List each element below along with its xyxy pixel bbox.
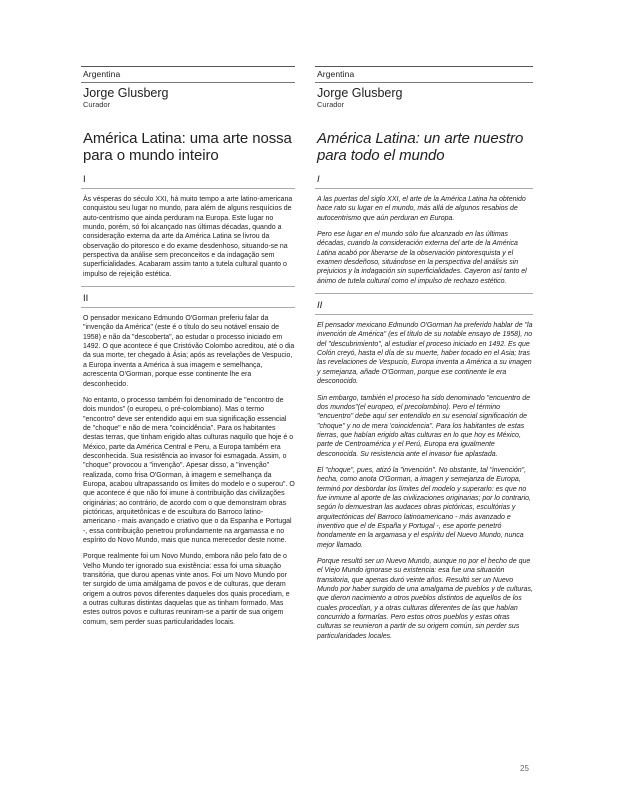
- header-rule: [315, 66, 533, 67]
- author-name: Jorge Glusberg: [317, 86, 403, 100]
- section-rule: [81, 307, 295, 308]
- paragraph: El pensador mexicano Edmundo O'Gorman ha preferido hablar de "la invención de América" (es el título de su notable ensayo de 1958), no del "descubrimiento", al estudiar el proceso iniciado en 1492. Es que Colón creyó, hasta el día de su muerte, haber tocado en el Asia; tras las revelaciones de Vespucio, Europa inventa a América a su imagen y semejanza, añade O'Gorman, porque ese continente le era desconocido.: [317, 322, 533, 386]
- paragraph: No entanto, o processo também foi denominado de "encontro de dois mundos" (o europeu, o pré-colombiano). Mas o termo "encontro" deve ser entendido aqui em sua significação essencial de "choque" e não de mera "coincidência". Para os habitantes destas terras, que tinham erigido altas culturas naquilo que hoje é o México, parte da América Central e Peru, a Europa também era desconhecida. Sua resistência ao invasor foi esmagada. Assim, o "choque" provocou a "invenção". Apesar disso, a "invenção" realizada, como frisa O'Gorman, à imagem e semelhança da Europa, acabou ultrapassando os limites do modelo e o superou". O que acontece é que não foi imune à contribuição das civilizações originárias; ao contrário, de acordo com o que demonstram obras pictóricas, arquitetônicas e de escultura do Barroco latino-americano - mais avançado e criativo que o da Espanha e Portugal -, essa contribuição penetrou profundamente na argamassa e no espírito do Novo Mundo, mais que nunca merecedor deste nome.: [83, 396, 295, 544]
- section-number: II: [83, 293, 89, 305]
- portuguese-column: [81, 66, 295, 634]
- header-rule: [81, 82, 295, 83]
- section-number: II: [317, 300, 323, 312]
- paragraph: El "choque", pues, atizó la "invención". No obstante, tal "invención", hecha, como anota O'Gorman, a imagen y semejanza de Europa, terminó por desbordar los límites del modelo y superarlo: es que no fue inmune al aporte de las civilizaciones originarias; por lo contrario, según lo demuestran las audaces obras pictóricas, escultórias y arquitectónicas del Barroco latinoamericano - más avanzado e inventivo que el de España y Portugal -, ese aporte penetró hondamente en la argamasa y el espíritu del Nuevo Mundo, nunca mejor llamado.: [317, 466, 531, 549]
- paragraph: Às vésperas do século XXI, há muito tempo a arte latino-americana conquistou seu lugar no mundo, para além de alguns resquícios de auto-centrismo que ainda perduram na Europa. Este lugar no mundo, porém, só foi alcançado nas últimas décadas, quando a consideração externa da arte da América Latina se livrou da observação do pitoresco e do exame desdenhoso, situando-se na perspectiva da análise sem preconceitos e da indagação sem superficialidades. Acabaram assim tanto a tutela cultural quanto o impulso de rejeição estética.: [83, 196, 293, 278]
- section-rule: [81, 188, 295, 189]
- paragraph: Pero ese lugar en el mundo sólo fue alcanzado en las últimas décadas, cuando la consideración externa del arte de la América Latina acabó por liberarse de la observación pintoresquista y el examen desdeñoso, situándose en la perspectiva del análisis sin prejuicios y la indagación sin superficialidades. Cayeron así tanto el ánimo de tutela cultural como el impulso de rechazo estético.: [317, 231, 527, 285]
- paragraph: O pensador mexicano Edmundo O'Gorman preferiu falar da "invenção da América" (este é o título do seu notável ensaio de 1958) e não da "descoberta", ao estudar o processo iniciado em 1492. O que acontece é que Cristóvão Colombo acreditou, até o dia da sua morte, ter chegado à Ásia; após as revelações de Vespucio, a Europa inventa a América à sua imagem e semelhança, acrescenta O'Gorman, porque esse continente lhe era desconhecido.: [83, 315, 295, 388]
- country-label: Argentina: [317, 69, 355, 79]
- page-number: 25: [520, 764, 529, 773]
- author-role: Curador: [317, 100, 345, 109]
- spanish-column: [315, 66, 533, 648]
- section-number: I: [83, 174, 86, 185]
- section-number: I: [317, 174, 320, 185]
- header-rule: [315, 82, 533, 83]
- section-rule: [315, 293, 533, 294]
- paragraph: Porque resultó ser un Nuevo Mundo, aunque no por el hecho de que el Viejo Mundo ignorase su existencia: esa fue una situación transitoria, que apenas duró veinte años. Resultó ser un Nuevo Mundo por haber surgido de una amalgama de pueblos y de culturas, que dieron nacimiento a otros pueblos distintos de aquellos de los cuales procedían, y a otras culturas diferentes de las que habían concurrido a formarlas. Pero estos otros pueblos y estas otras culturas se reunieron a partir de su origem común, sin perder sus particularidades locales.: [317, 558, 533, 640]
- author-name: Jorge Glusberg: [83, 86, 169, 100]
- article-title: América Latina: uma arte nossa para o mundo inteiro: [83, 130, 292, 164]
- paragraph: Sin embargo, también el proceso ha sido denominado "encuentro de dos mundos"(el europeo, el precolombino). Pero el término "encuentro" debe aquí ser entendido en su esencial significación de "choque" y no de mera 'coincidencia". Para los habitantes de estas tierras, que habían erigido altas culturas en lo que hoy es México, parte de Centroamérica y el Perú, Europa era igualmente desconocida. Su resistencia ante el invasor fue aplastada.: [317, 394, 531, 458]
- paragraph: A las puertas del siglo XXI, el arte de la América Latina ha obtenido hace rato su lugar en el mundo, más allá de algunos resabios de autocentrismo que aún perduran en Europa.: [317, 196, 526, 222]
- article-title: América Latina: un arte nuestro para todo el mundo: [317, 130, 524, 164]
- section-rule: [315, 188, 533, 189]
- section-rule: [81, 286, 295, 287]
- paragraph: Porque realmente foi um Novo Mundo, embora não pelo fato de o Velho Mundo ter ignorado sua existência: essa foi uma situação transitória, que durou apenas vinte anos. Foi um Novo Mundo por ter surgido de uma amálgama de povos e de culturas, que deram origem a outros povos diferentes daqueles dos quais procediam, e a outras culturas distintas daquelas que as tinham formado. Mas estes outros povos e culturas reuniram-se a partir de sua origem comum, sem perder suas particularidades locais.: [83, 553, 290, 626]
- header-rule: [81, 66, 295, 67]
- author-role: Curador: [83, 100, 111, 109]
- country-label: Argentina: [83, 69, 121, 79]
- section-rule: [315, 314, 533, 315]
